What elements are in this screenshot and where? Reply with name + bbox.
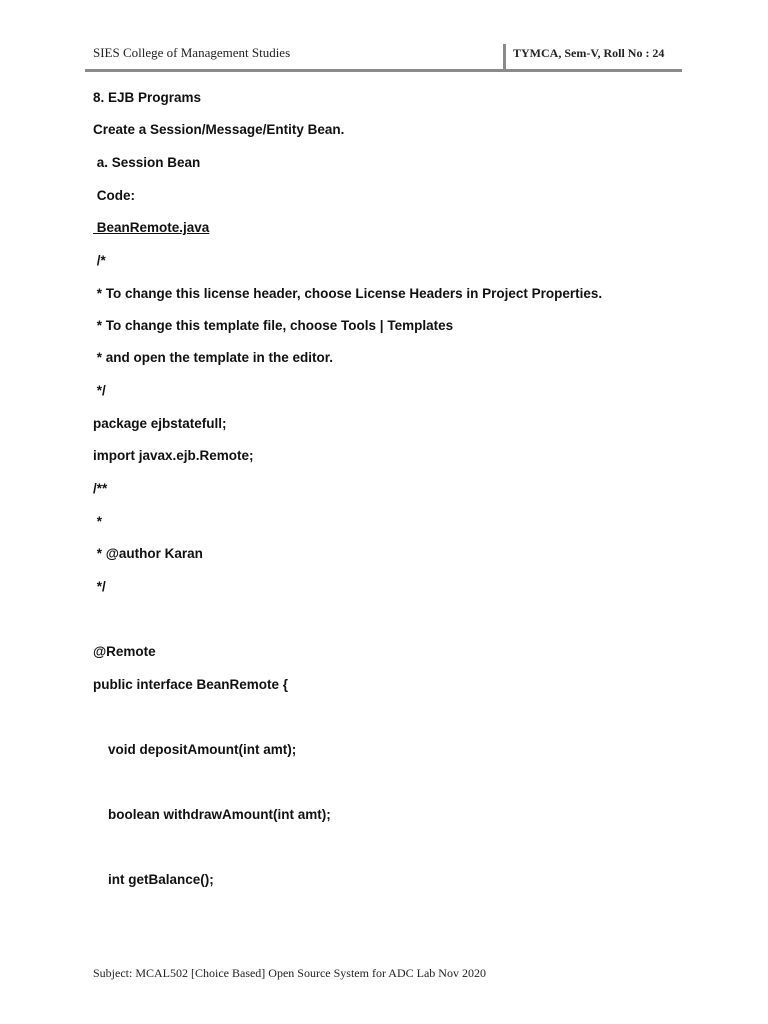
subsection-heading: a. Session Bean — [93, 155, 201, 170]
code-line: public interface BeanRemote { — [93, 677, 289, 692]
code-line: * — [93, 514, 103, 529]
code-line: int getBalance(); — [93, 872, 214, 887]
code-line: * and open the template in the editor. — [93, 350, 334, 365]
task-description: Create a Session/Message/Entity Bean. — [93, 122, 345, 137]
page-footer: Subject: MCAL502 [Choice Based] Open Source System for ADC Lab Nov 2020 — [93, 966, 486, 980]
code-line: package ejbstatefull; — [93, 416, 227, 431]
file-name: BeanRemote.java — [93, 220, 210, 235]
class-roll-info: TYMCA, Sem-V, Roll No : 24 — [513, 46, 665, 60]
code-line: boolean withdrawAmount(int amt); — [93, 807, 331, 822]
code-line: * @author Karan — [93, 546, 203, 561]
code-line: void depositAmount(int amt); — [93, 742, 297, 757]
header-rule — [85, 69, 682, 72]
header-divider — [503, 44, 506, 71]
code-line: */ — [93, 579, 106, 594]
code-line: * To change this license header, choose License Headers in Project Properties. — [93, 286, 603, 301]
code-line: /** — [93, 481, 108, 496]
code-line: /* — [93, 253, 106, 268]
code-line: import javax.ejb.Remote; — [93, 448, 254, 463]
code-line: @Remote — [93, 644, 156, 659]
college-name: SIES College of Management Studies — [93, 45, 291, 60]
code-line: * To change this template file, choose Tools | Templates — [93, 318, 454, 333]
section-heading: 8. EJB Programs — [93, 90, 202, 105]
code-label: Code: — [93, 188, 135, 203]
code-line: */ — [93, 383, 106, 398]
